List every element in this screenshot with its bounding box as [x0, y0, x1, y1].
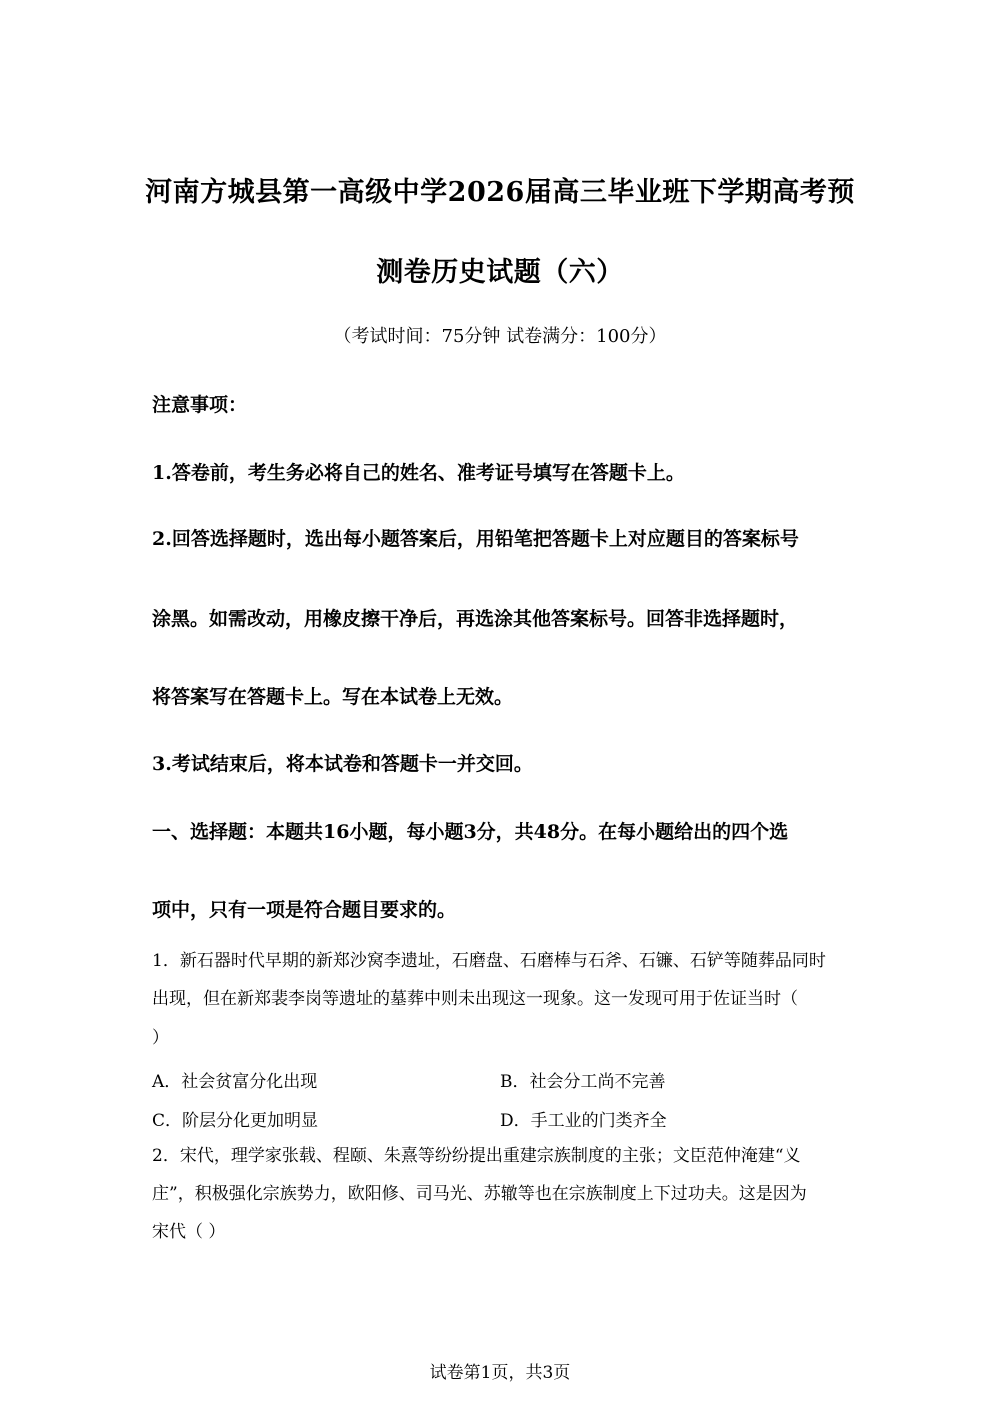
question-1-line-2: 出现，但在新郑裴李岗等遗址的墓葬中则未出现这一现象。这一发现可用于佐证当时（: [152, 989, 798, 1009]
section-heading-line-1: 一、选择题：本题共16小题，每小题3分，共48分。在每小题给出的四个选: [152, 821, 789, 843]
question-1-option-d: D．手工业的门类齐全: [500, 1111, 667, 1131]
notice-item-1: 1.答卷前，考生务必将自己的姓名、准考证号填写在答题卡上。: [152, 462, 685, 484]
question-1-option-a: A．社会贫富分化出现: [152, 1072, 318, 1092]
question-2-line-1: 2．宋代，理学家张载、程颐、朱熹等纷纷提出重建宗族制度的主张；文臣范仲淹建“义: [152, 1146, 801, 1166]
exam-time-score-info: （考试时间：75分钟 试卷满分：100分）: [333, 326, 667, 347]
question-1-line-3: ）: [152, 1028, 169, 1048]
exam-title-line-2: 测卷历史试题（六）: [376, 257, 624, 288]
question-2-line-3: 宋代（ ）: [152, 1222, 226, 1242]
exam-title-line-1: 河南方城县第一高级中学2026届高三毕业班下学期高考预: [145, 177, 855, 208]
notice-item-2-line-3: 将答案写在答题卡上。写在本试卷上无效。: [152, 686, 514, 708]
question-2-line-2: 庄”，积极强化宗族势力，欧阳修、司马光、苏辙等也在宗族制度上下过功夫。这是因为: [152, 1184, 807, 1204]
notice-item-3: 3.考试结束后，将本试卷和答题卡一并交回。: [152, 753, 533, 775]
notice-item-2-line-1: 2.回答选择题时，选出每小题答案后，用铅笔把答题卡上对应题目的答案标号: [152, 528, 799, 550]
notice-item-2-line-2: 涂黑。如需改动，用橡皮擦干净后，再选涂其他答案标号。回答非选择题时，: [152, 608, 799, 630]
question-1-option-b: B．社会分工尚不完善: [500, 1072, 666, 1092]
section-heading-line-2: 项中，只有一项是符合题目要求的。: [152, 899, 457, 921]
notice-heading: 注意事项：: [152, 394, 248, 416]
page-footer: 试卷第1页，共3页: [429, 1363, 571, 1383]
question-1-line-1: 1．新石器时代早期的新郑沙窝李遗址，石磨盘、石磨棒与石斧、石镰、石铲等随葬品同时: [152, 951, 826, 971]
question-1-option-c: C．阶层分化更加明显: [152, 1111, 319, 1131]
